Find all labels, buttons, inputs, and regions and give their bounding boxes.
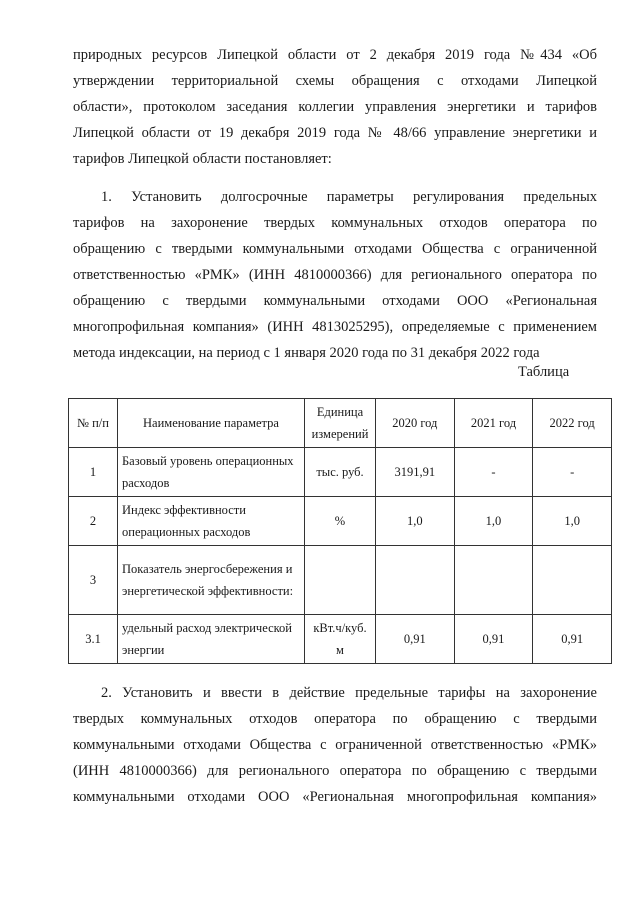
cell-unit: тыс. руб. <box>305 448 376 497</box>
text-line: коммунальными отходами Общества с ограниченной ответственностью «РМК» <box>73 737 597 753</box>
text-line: 1. Установить долгосрочные параметры регулирования предельных <box>101 189 597 205</box>
text-line: ответственностью «РМК» (ИНН 4810000366) для регионального оператора по <box>73 267 597 283</box>
header-2020: 2020 год <box>376 399 455 448</box>
cell-2020: 3191,91 <box>376 448 455 497</box>
cell-unit <box>305 546 376 615</box>
table-row <box>69 546 612 615</box>
text-line: 2. Установить и ввести в действие предельные тарифы на захоронение <box>101 685 597 701</box>
text-line: Липецкой области от 19 декабря 2019 года № 48/66 управление энергетики и <box>73 125 597 141</box>
header-num: № п/п <box>69 399 118 448</box>
header-unit: Единица измерений <box>305 399 376 448</box>
cell-num: 1 <box>69 448 118 497</box>
text-line: области», протоколом заседания коллегии управления энергетики и тарифов <box>73 99 597 115</box>
text-line: утверждении территориальной схемы обращения с отходами Липецкой <box>73 73 597 89</box>
text-line: обращению с твердыми коммунальными отходами Общества с ограниченной <box>73 241 597 257</box>
table-header-row <box>69 399 612 448</box>
text-line: тарифов на захоронение твердых коммунальных отходов оператора по <box>73 215 597 231</box>
cell-2022: - <box>533 448 612 497</box>
parameters-table <box>68 398 612 664</box>
paragraph-preamble <box>73 42 597 172</box>
cell-num: 3.1 <box>69 615 118 664</box>
table-caption: Таблица <box>518 364 570 380</box>
cell-2021: 0,91 <box>454 615 533 664</box>
text-line: обращению с твердыми коммунальными отходами ООО «Региональная <box>73 293 597 309</box>
cell-2022: 1,0 <box>533 497 612 546</box>
text-line: тарифов Липецкой области постановляет: <box>73 151 332 167</box>
cell-name: Индекс эффективности операционных расходов <box>118 497 305 546</box>
paragraph-item-2 <box>73 680 597 810</box>
paragraph-item-1 <box>73 184 597 366</box>
text-line: твердых коммунальных отходов оператора по обращению с твердыми <box>73 711 597 727</box>
cell-unit: кВт.ч/куб. м <box>305 615 376 664</box>
cell-name: Базовый уровень операционных расходов <box>118 448 305 497</box>
header-2022: 2022 год <box>533 399 612 448</box>
cell-2020: 0,91 <box>376 615 455 664</box>
text-line: многопрофильная компания» (ИНН 4813025295), определяемые с применением <box>73 319 597 335</box>
cell-2020: 1,0 <box>376 497 455 546</box>
cell-2022: 0,91 <box>533 615 612 664</box>
cell-2020 <box>376 546 455 615</box>
cell-2021 <box>454 546 533 615</box>
text-line: (ИНН 4810000366) для регионального оператора по обращению с твердыми <box>73 763 597 779</box>
cell-unit: % <box>305 497 376 546</box>
text-line: природных ресурсов Липецкой области от 2 декабря 2019 года №434 «Об <box>73 47 597 63</box>
cell-num: 3 <box>69 546 118 615</box>
cell-name: Показатель энергосбережения и энергетической эффективности: <box>118 546 305 615</box>
cell-num: 2 <box>69 497 118 546</box>
header-2021: 2021 год <box>454 399 533 448</box>
cell-2022 <box>533 546 612 615</box>
cell-2021: 1,0 <box>454 497 533 546</box>
table-row <box>69 615 612 664</box>
table-row <box>69 448 612 497</box>
text-line: метода индексации, на период с 1 января 2020 года по 31 декабря 2022 года <box>73 345 540 361</box>
cell-name: удельный расход электрической энергии <box>118 615 305 664</box>
header-name: Наименование параметра <box>118 399 305 448</box>
table-row <box>69 497 612 546</box>
cell-2021: - <box>454 448 533 497</box>
text-line: коммунальными отходами ООО «Региональная многопрофильная компания» <box>73 789 597 805</box>
